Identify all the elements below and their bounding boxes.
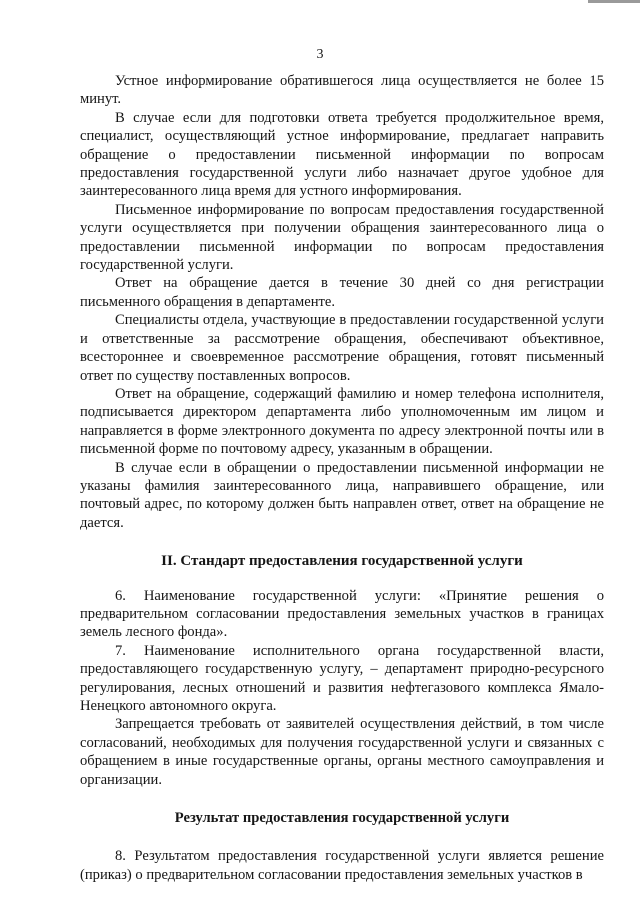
paragraph-oral-info-duration: Устное информирование обратившегося лица осуществляется не более 15 минут. — [80, 73, 604, 108]
paragraph-long-preparation: В случае если для подготовки ответа требуется продолжительное время, специалист, осуществляющий устное информирование, предлагает направить обращение о предоставлении письменной информации по вопросам предоставления государственной услуги либо назначает другое удобное для заинтересованного лица время для устного информирования. — [80, 109, 604, 200]
paragraph-response-deadline: Ответ на обращение дается в течение 30 дней со дня регистрации письменного обращения в департаменте. — [80, 275, 604, 310]
paragraph-written-info: Письменное информирование по вопросам предоставления государственной услуги осуществляется при получении обращения заинтересованного лица о предоставлении письменной информации по вопросам предоставления государственной услуги. — [80, 201, 604, 274]
paragraph-executive-body: 7. Наименование исполнительного органа государственной власти, предоставляющего государственную услугу, – департамент природно-ресурсного регулирования, лесных отношений и развития нефтегазового комплекса Ямало-Ненецкого автономного округа. — [80, 642, 604, 714]
paragraph-service-name: 6. Наименование государственной услуги: «Принятие решения о предварительном согласовании предоставления земельных участков в границах земель лесного фонда». — [80, 587, 604, 641]
page-number: 3 — [316, 47, 324, 62]
paragraph-no-response: В случае если в обращении о предоставлении письменной информации не указаны фамилия заинтересованного лица, направившего обращение, или почтовый адрес, по которому должен быть направлен ответ, ответ на обращение не дается. — [80, 459, 604, 531]
document-body — [80, 72, 604, 884]
section-heading: II. Стандарт предоставления государственной услуги — [161, 553, 523, 570]
paragraph-specialists: Специалисты отдела, участвующие в предоставлении государственной услуги и ответственные за рассмотрение обращения, обеспечивают объективное, всестороннее и своевременное рассмотрение обращения, готовят письменный ответ по существу поставленных вопросов. — [80, 312, 604, 384]
scan-edge-mark — [588, 0, 640, 3]
paragraph-response-signing: Ответ на обращение, содержащий фамилию и номер телефона исполнителя, подписывается директором департамента либо уполномоченным им лицом и направляется в форме электронного документа по адресу электронной почты или в письменной форме по почтовому адресу, указанным в обращении. — [80, 385, 604, 458]
subsection-heading: Результат предоставления государственной услуги — [174, 810, 510, 827]
paragraph-service-result: 8. Результатом предоставления государственной услуги является решение (приказ) о предварительном согласовании предоставления земельных участков в — [80, 848, 604, 883]
paragraph-prohibition: Запрещается требовать от заявителей осуществления действий, в том числе согласований, необходимых для получения государственной услуги и связанных с обращением в иные государственные органы, органы местного самоуправления и организации. — [80, 716, 604, 788]
